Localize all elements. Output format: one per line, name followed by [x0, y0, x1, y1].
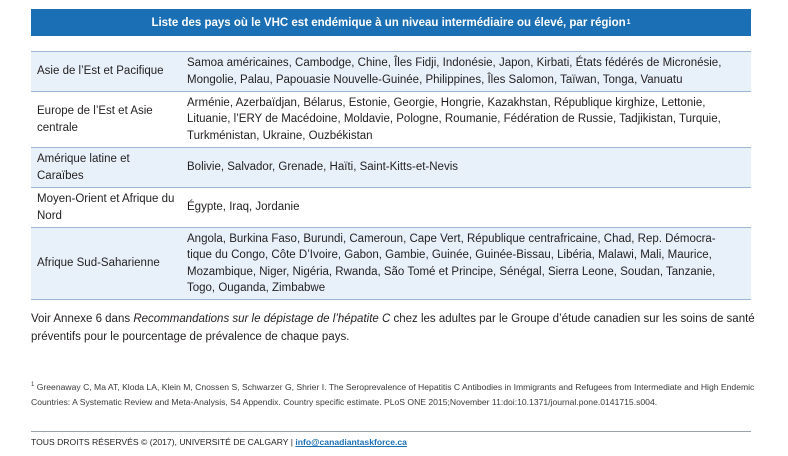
region-cell: Asie de l’Est et Pacifique [37, 65, 164, 78]
countries-cell: Bolivie, Salvador, Grenade, Haïti, Saint-Kitts-et-Nevis [187, 161, 459, 174]
annex-note [31, 311, 756, 346]
page-footer [31, 437, 407, 447]
contact-email-link[interactable]: info@canadiantaskforce.ca [295, 437, 407, 447]
footnote-text: Greenaway C, Ma AT, Kloda LA, Klein M, Cnossen S, Schwarzer G, Shrier I. The Seroprevalence of Hepatitis C Antibodies in Immigrants and Refugees from Intermediate and High Endemic Countries: A Systematic Review and Meta-Analysis, S4 Appendix. Country specific estimate. PLoS ONE 2015;November 11:doi:10.1371/journal.pone.0141715.s004. [31, 381, 755, 407]
table-row [31, 188, 751, 228]
copyright-text: TOUS DROITS RÉSERVÉS © (2017), UNIVERSITÉ DE CALGARY | [31, 437, 296, 447]
region-table [31, 51, 751, 300]
region-cell: Europe de l’Est et Asie centrale [37, 105, 153, 134]
region-cell: Moyen-Orient et Afrique du Nord [37, 193, 175, 222]
countries-cell: Samoa américaines, Cambodge, Chine, Îles Fidji, Indonésie, Japon, Kirbati, États fédérés de Micronésie, Mongolie, Palau, Papouasie Nouvelle-Guinée, Philippines, Îles Salomon, Taïwan, Tonga, Vanuatu [187, 57, 722, 86]
note-document-title: Recommandations sur le dépistage de l’hépatite C [133, 313, 391, 325]
region-cell: Afrique Sud-Saharienne [37, 257, 160, 270]
table-row [31, 51, 751, 92]
countries-cell: Égypte, Iraq, Jordanie [187, 201, 300, 214]
countries-cell: Angola, Burkina Faso, Burundi, Cameroun, Cape Vert, République centrafricaine, Chad, Rep. Démocra- tique du Congo, Côte D’Ivoire, Gabon, Gambie, Guinée, Guinée-Bissau, Libéria, Malawi, Mali, Maurice, Mozambique, Niger, Nigéria, Rwanda, São Tomé et Principe, Sénégal, Sierra Leone, Soudan, Tanzanie, Togo, Ouganda, Zimbabwe [187, 232, 716, 294]
footer-divider [31, 431, 751, 432]
region-cell: Amérique latine et Caraïbes [37, 153, 130, 182]
table-row [31, 228, 751, 300]
footnote-marker: 1 [31, 382, 35, 388]
table-row [31, 92, 751, 148]
table-title: Liste des pays où le VHC est endémique à un niveau intermédiaire ou élevé, par région [151, 16, 626, 29]
countries-cell: Arménie, Azerbaïdjan, Bélarus, Estonie, Georgie, Hongrie, Kazakhstan, République kirghize, Lettonie, Lituanie, l’ERY de Macédoine, Moldavie, Pologne, Roumanie, Fédération de Russie, Tadjikistan, Turquie, Turkménistan, Ukraine, Ouzbékistan [187, 96, 721, 142]
table-title-bar [31, 9, 751, 36]
footnote [31, 378, 756, 410]
note-text-after: chez les adultes par le Groupe d’étude canadien sur les soins de santé préventifs pour le pourcentage de prévalence de chaque pays. [31, 313, 755, 343]
table-row [31, 148, 751, 188]
note-text-before: Voir Annexe 6 dans [31, 313, 134, 325]
title-footnote-marker: 1 [626, 19, 631, 26]
